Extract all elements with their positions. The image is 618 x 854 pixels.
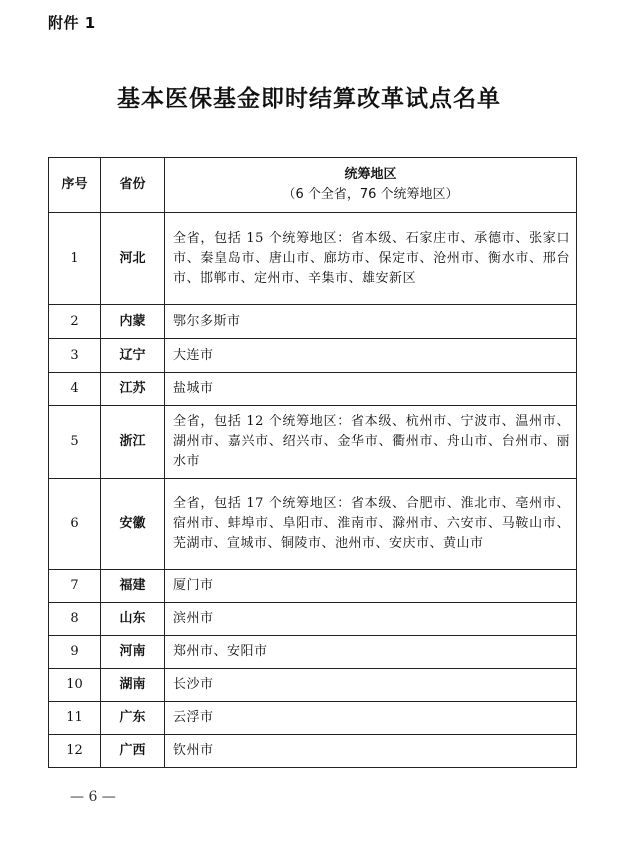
table-header-row xyxy=(49,158,577,213)
table-row xyxy=(49,213,577,305)
table-row xyxy=(49,636,577,669)
table-row xyxy=(49,339,577,373)
row-seq: 7 xyxy=(49,570,101,603)
row-areas: 全省，包括 17 个统筹地区：省本级、合肥市、淮北市、亳州市、宿州市、蚌埠市、阜阳市、淮南市、滁州市、六安市、马鞍山市、芜湖市、宣城市、铜陵市、池州市、安庆市、黄山市 xyxy=(165,479,577,570)
row-province: 广东 xyxy=(101,702,165,735)
row-areas: 郑州市、安阳市 xyxy=(165,636,577,669)
row-areas: 大连市 xyxy=(165,339,577,373)
row-areas: 长沙市 xyxy=(165,669,577,702)
header-areas xyxy=(165,158,577,213)
row-areas: 钦州市 xyxy=(165,735,577,768)
row-seq: 1 xyxy=(49,213,101,305)
table-row xyxy=(49,735,577,768)
header-seq: 序号 xyxy=(49,158,101,213)
row-province: 辽宁 xyxy=(101,339,165,373)
row-areas: 全省，包括 12 个统筹地区：省本级、杭州市、宁波市、温州市、湖州市、嘉兴市、绍兴市、金华市、衢州市、舟山市、台州市、丽水市 xyxy=(165,406,577,479)
header-areas-subtitle: （6 个全省，76 个统筹地区） xyxy=(282,187,459,202)
row-province: 江苏 xyxy=(101,373,165,406)
row-areas: 盐城市 xyxy=(165,373,577,406)
row-areas: 厦门市 xyxy=(165,570,577,603)
row-seq: 4 xyxy=(49,373,101,406)
row-seq: 5 xyxy=(49,406,101,479)
row-province: 河南 xyxy=(101,636,165,669)
row-province: 湖南 xyxy=(101,669,165,702)
row-seq: 3 xyxy=(49,339,101,373)
row-seq: 8 xyxy=(49,603,101,636)
row-province: 内蒙 xyxy=(101,305,165,339)
row-seq: 11 xyxy=(49,702,101,735)
table-row xyxy=(49,305,577,339)
row-seq: 12 xyxy=(49,735,101,768)
table-row xyxy=(49,669,577,702)
table-row xyxy=(49,406,577,479)
row-province: 福建 xyxy=(101,570,165,603)
row-seq: 2 xyxy=(49,305,101,339)
row-seq: 10 xyxy=(49,669,101,702)
page-number: — 6 — xyxy=(70,789,116,805)
row-province: 山东 xyxy=(101,603,165,636)
row-areas: 全省，包括 15 个统筹地区：省本级、石家庄市、承德市、张家口市、秦皇岛市、唐山市、廊坊市、保定市、沧州市、衡水市、邢台市、邯郸市、定州市、辛集市、雄安新区 xyxy=(165,213,577,305)
row-areas: 云浮市 xyxy=(165,702,577,735)
row-areas: 鄂尔多斯市 xyxy=(165,305,577,339)
page-title: 基本医保基金即时结算改革试点名单 xyxy=(117,86,501,112)
header-province: 省份 xyxy=(101,158,165,213)
header-areas-title: 统筹地区 xyxy=(344,167,397,182)
row-province: 广西 xyxy=(101,735,165,768)
pilot-list-table xyxy=(48,157,577,768)
table-row xyxy=(49,373,577,406)
row-areas: 滨州市 xyxy=(165,603,577,636)
table-row xyxy=(49,570,577,603)
row-province: 河北 xyxy=(101,213,165,305)
table-row xyxy=(49,603,577,636)
row-province: 安徽 xyxy=(101,479,165,570)
row-seq: 6 xyxy=(49,479,101,570)
row-seq: 9 xyxy=(49,636,101,669)
attachment-label: 附件 1 xyxy=(48,14,96,32)
row-province: 浙江 xyxy=(101,406,165,479)
table-row xyxy=(49,479,577,570)
table-row xyxy=(49,702,577,735)
